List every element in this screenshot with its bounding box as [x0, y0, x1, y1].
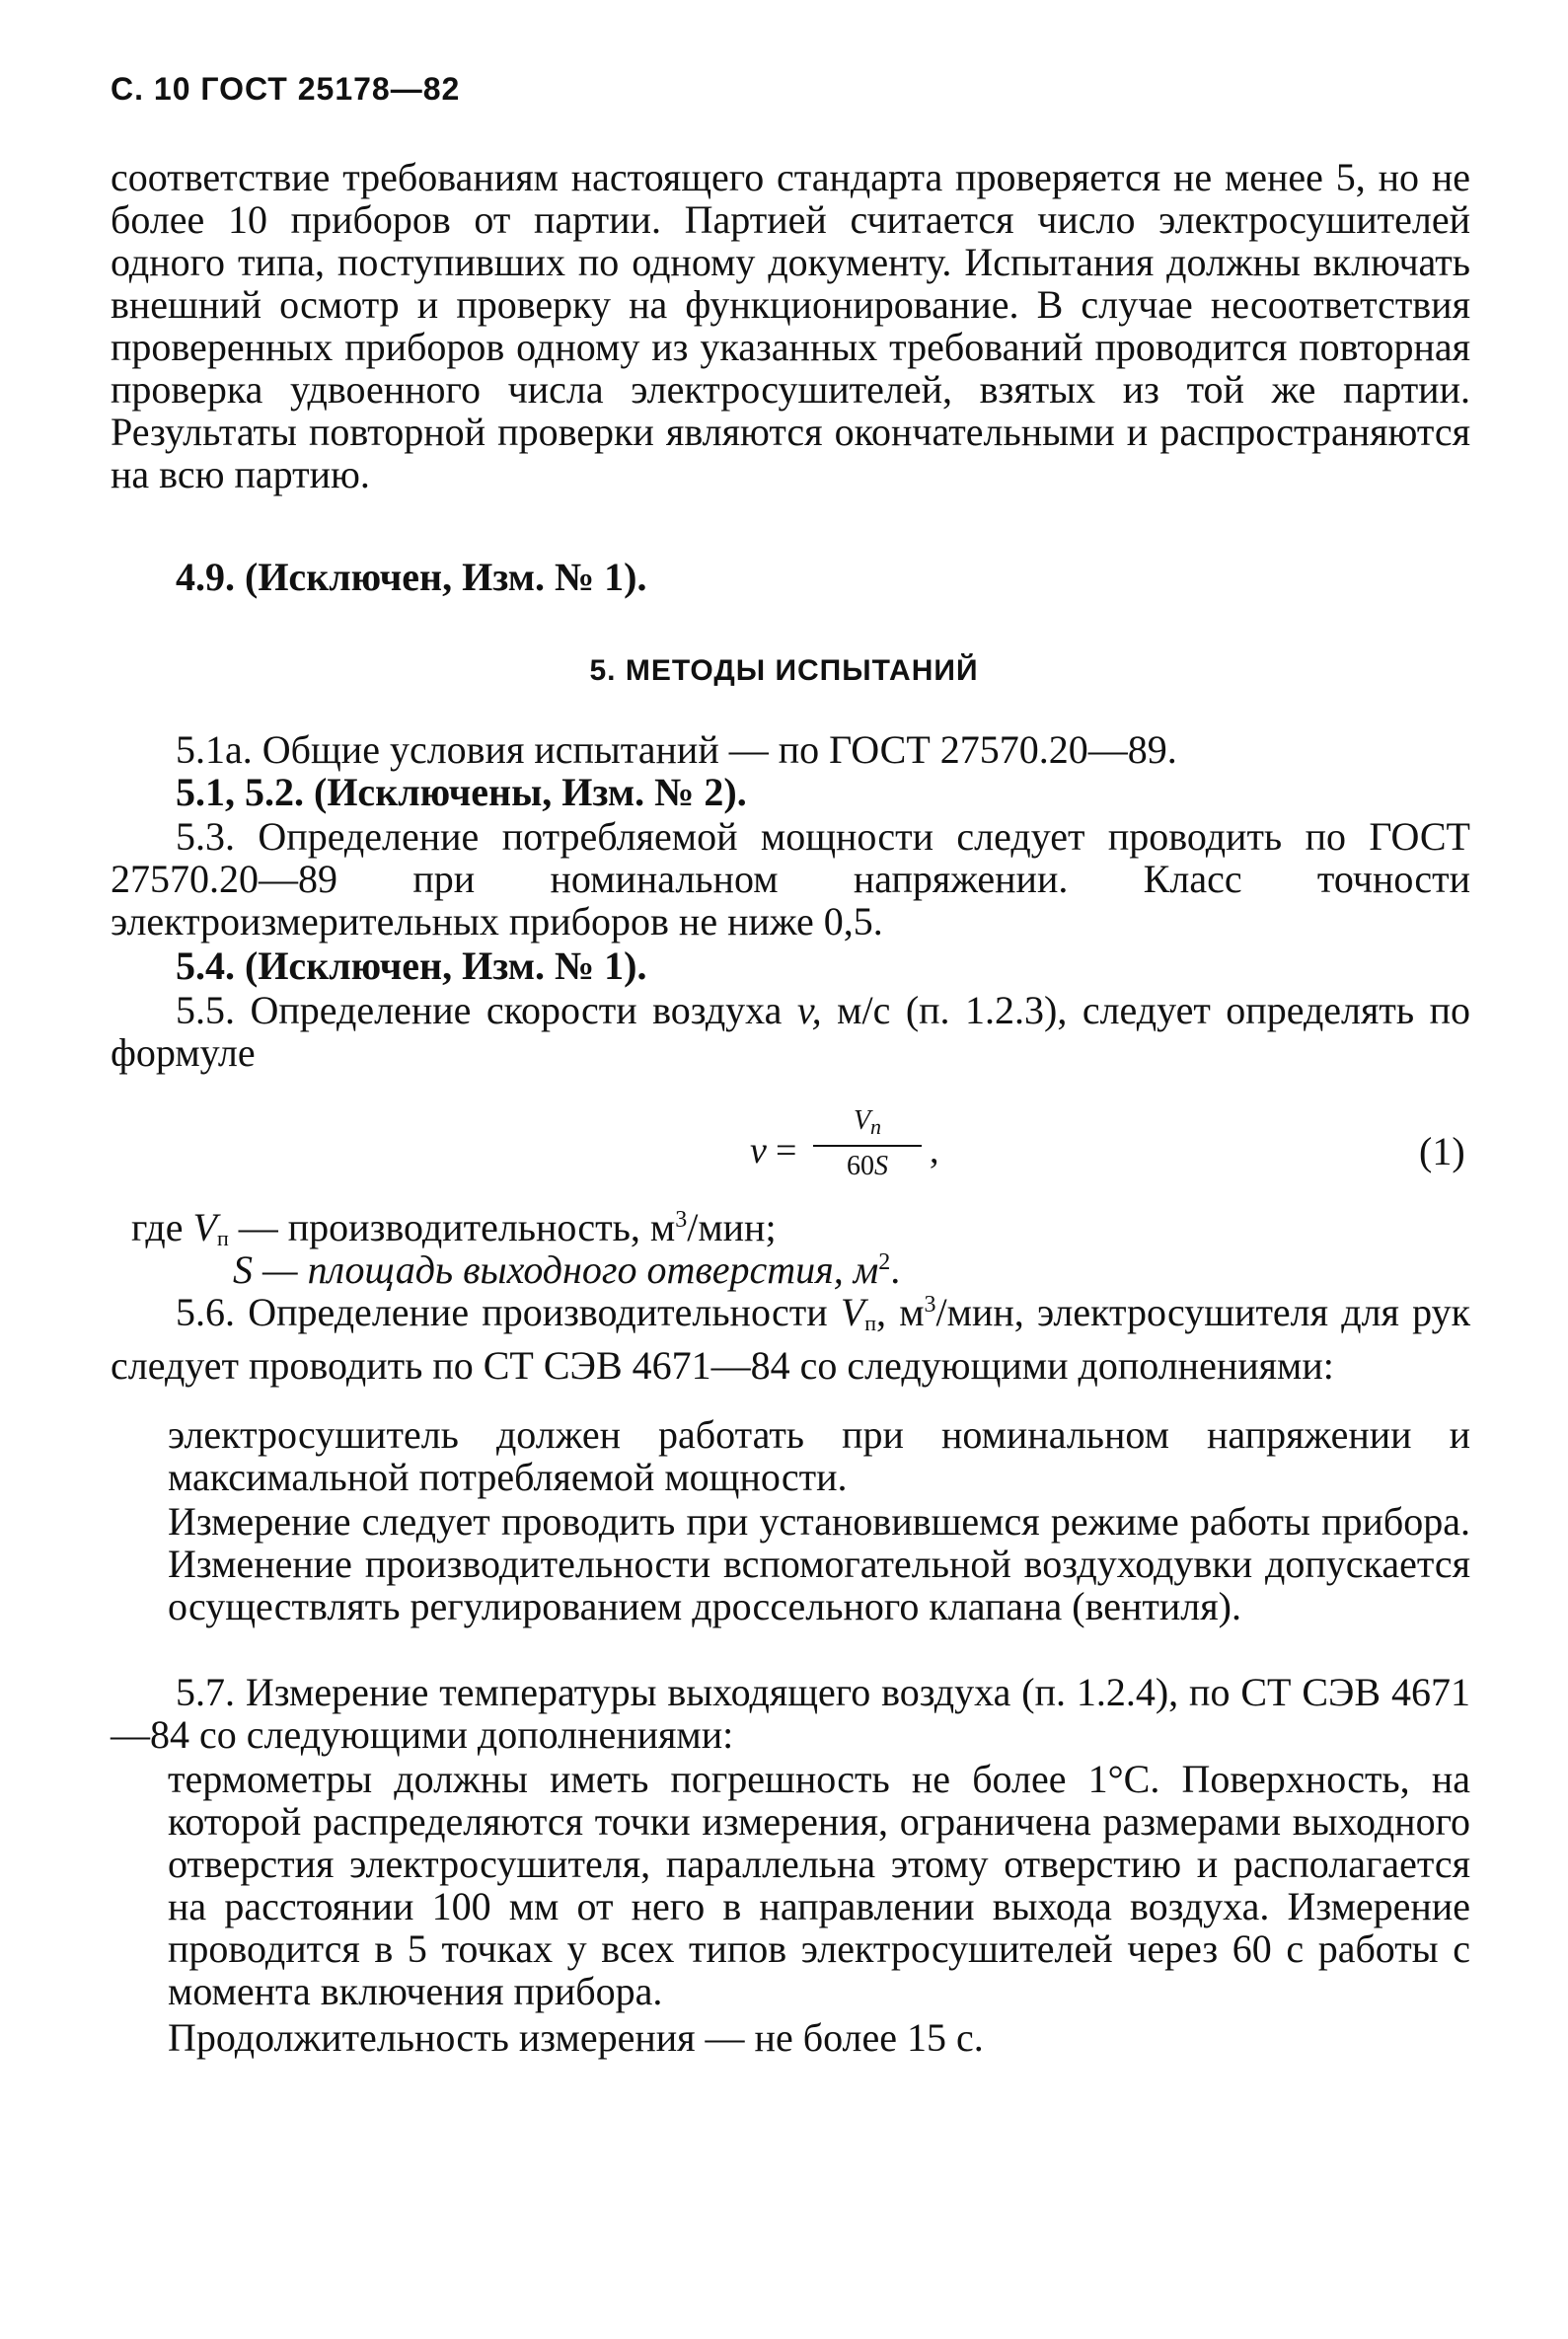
air-speed-var: v, — [796, 988, 822, 1032]
formula-comma: , — [930, 1130, 939, 1171]
vp-end: /мин; — [687, 1205, 777, 1249]
formula-denominator — [813, 1151, 922, 1182]
item-5-1a: 5.1а. Общие условия испытаний — по ГОСТ 27570.20—89. — [176, 727, 1177, 772]
vp-sub: п — [216, 1226, 229, 1250]
denominator-var: S — [874, 1151, 888, 1181]
item-5-5 — [111, 989, 1470, 1074]
item-5-6-para-1: электросушитель должен работать при номинальном напряжении и максимальной потребляемой мощности. — [168, 1412, 1470, 1499]
numerator-sub: п — [870, 1114, 882, 1139]
denominator-number: 60 — [847, 1151, 874, 1181]
item-5-6 — [111, 1284, 1470, 1387]
fraction-bar — [813, 1145, 922, 1147]
numerator-var: V — [853, 1105, 871, 1136]
item-5-1-5-2: 5.1, 5.2. (Исключены, Изм. № 2). — [176, 770, 747, 814]
formula-number: (1) — [1419, 1129, 1465, 1173]
item-5-6-rest: /мин, электросушителя для рук следует проводить по СТ СЭВ 4671—84 со следующими дополнениями: — [111, 1290, 1471, 1388]
running-header: С. 10 ГОСТ 25178—82 — [111, 71, 461, 107]
s-text: — площадь выходного отверстия, м — [262, 1247, 879, 1292]
section-title: 5. МЕТОДЫ ИСПЫТАНИЙ — [589, 654, 979, 687]
vp-var: V — [192, 1205, 217, 1249]
item-5-6-sup: 3 — [924, 1292, 936, 1318]
formula-air-speed — [750, 1105, 1046, 1184]
item-5-6-unit: , м — [876, 1290, 925, 1334]
item-5-6-start: 5.6. Определение производительности — [176, 1290, 828, 1334]
item-5-5-text-a: 5.5. Определение скорости воздуха — [176, 988, 783, 1032]
formula-equals: = — [776, 1130, 797, 1171]
where-prefix: где — [131, 1205, 184, 1249]
item-5-6-var: V — [840, 1290, 865, 1334]
formula-fraction — [813, 1105, 922, 1182]
paragraph-4-8-continuation: соответствие требованиям настоящего стандарта проверяется не менее 5, но не более 10 приборов от партии. Партией считается число электросушителей одного типа, поступивших по одному документу. Испытания должны включать внешний осмотр и проверку на функционирование. В случае несоответствия проверенных приборов одному из указанных требований проводится повторная проверка удвоенного числа электросушителей, взятых из той же партии. Результаты повторной проверки являются окончательными и распространяются на всю партию. — [111, 155, 1470, 496]
item-5-7-para-1: термометры должны иметь погрешность не более 1°С. Поверхность, на которой распределяются точки измерения, ограничена размерами выходного отверстия электросушителя, параллельна этому отверстию и располагается на расстоянии 100 мм от него в направлении выхода воздуха. Измерение проводится в 5 точках у всех типов электросушителей через 60 с работы с момента включения прибора. — [168, 1757, 1470, 2013]
formula-lhs: v — [750, 1130, 767, 1171]
item-5-5-text-b: м/с (п. 1.2.3), следует определять по формуле — [111, 988, 1471, 1075]
vp-text: — производительность, м — [238, 1205, 676, 1249]
s-end: . — [890, 1247, 901, 1292]
formula-numerator — [813, 1105, 922, 1143]
item-5-7: 5.7. Измерение температуры выходящего воздуха (п. 1.2.4), по СТ СЭВ 4671—84 со следующими дополнениями: — [111, 1670, 1470, 1757]
item-4-9: 4.9. (Исключен, Изм. № 1). — [176, 555, 647, 599]
s-var: S — [233, 1247, 253, 1292]
vp-sup: 3 — [675, 1207, 688, 1233]
item-5-4: 5.4. (Исключен, Изм. № 1). — [176, 943, 647, 988]
item-5-6-sub: п — [864, 1311, 877, 1335]
item-5-6-para-2: Измерение следует проводить при установившемся режиме работы прибора. Изменение производительности вспомогательной воздуходувки допускается осуществлять регулированием дроссельного клапана (вентиля). — [168, 1499, 1470, 1628]
s-sup: 2 — [878, 1249, 891, 1275]
item-5-3: 5.3. Определение потребляемой мощности следует проводить по ГОСТ 27570.20—89 при номинальном напряжении. Класс точности электроизмерительных приборов не ниже 0,5. — [111, 814, 1470, 943]
item-5-7-para-2: Продолжительность измерения — не более 15 с. — [168, 2015, 984, 2060]
